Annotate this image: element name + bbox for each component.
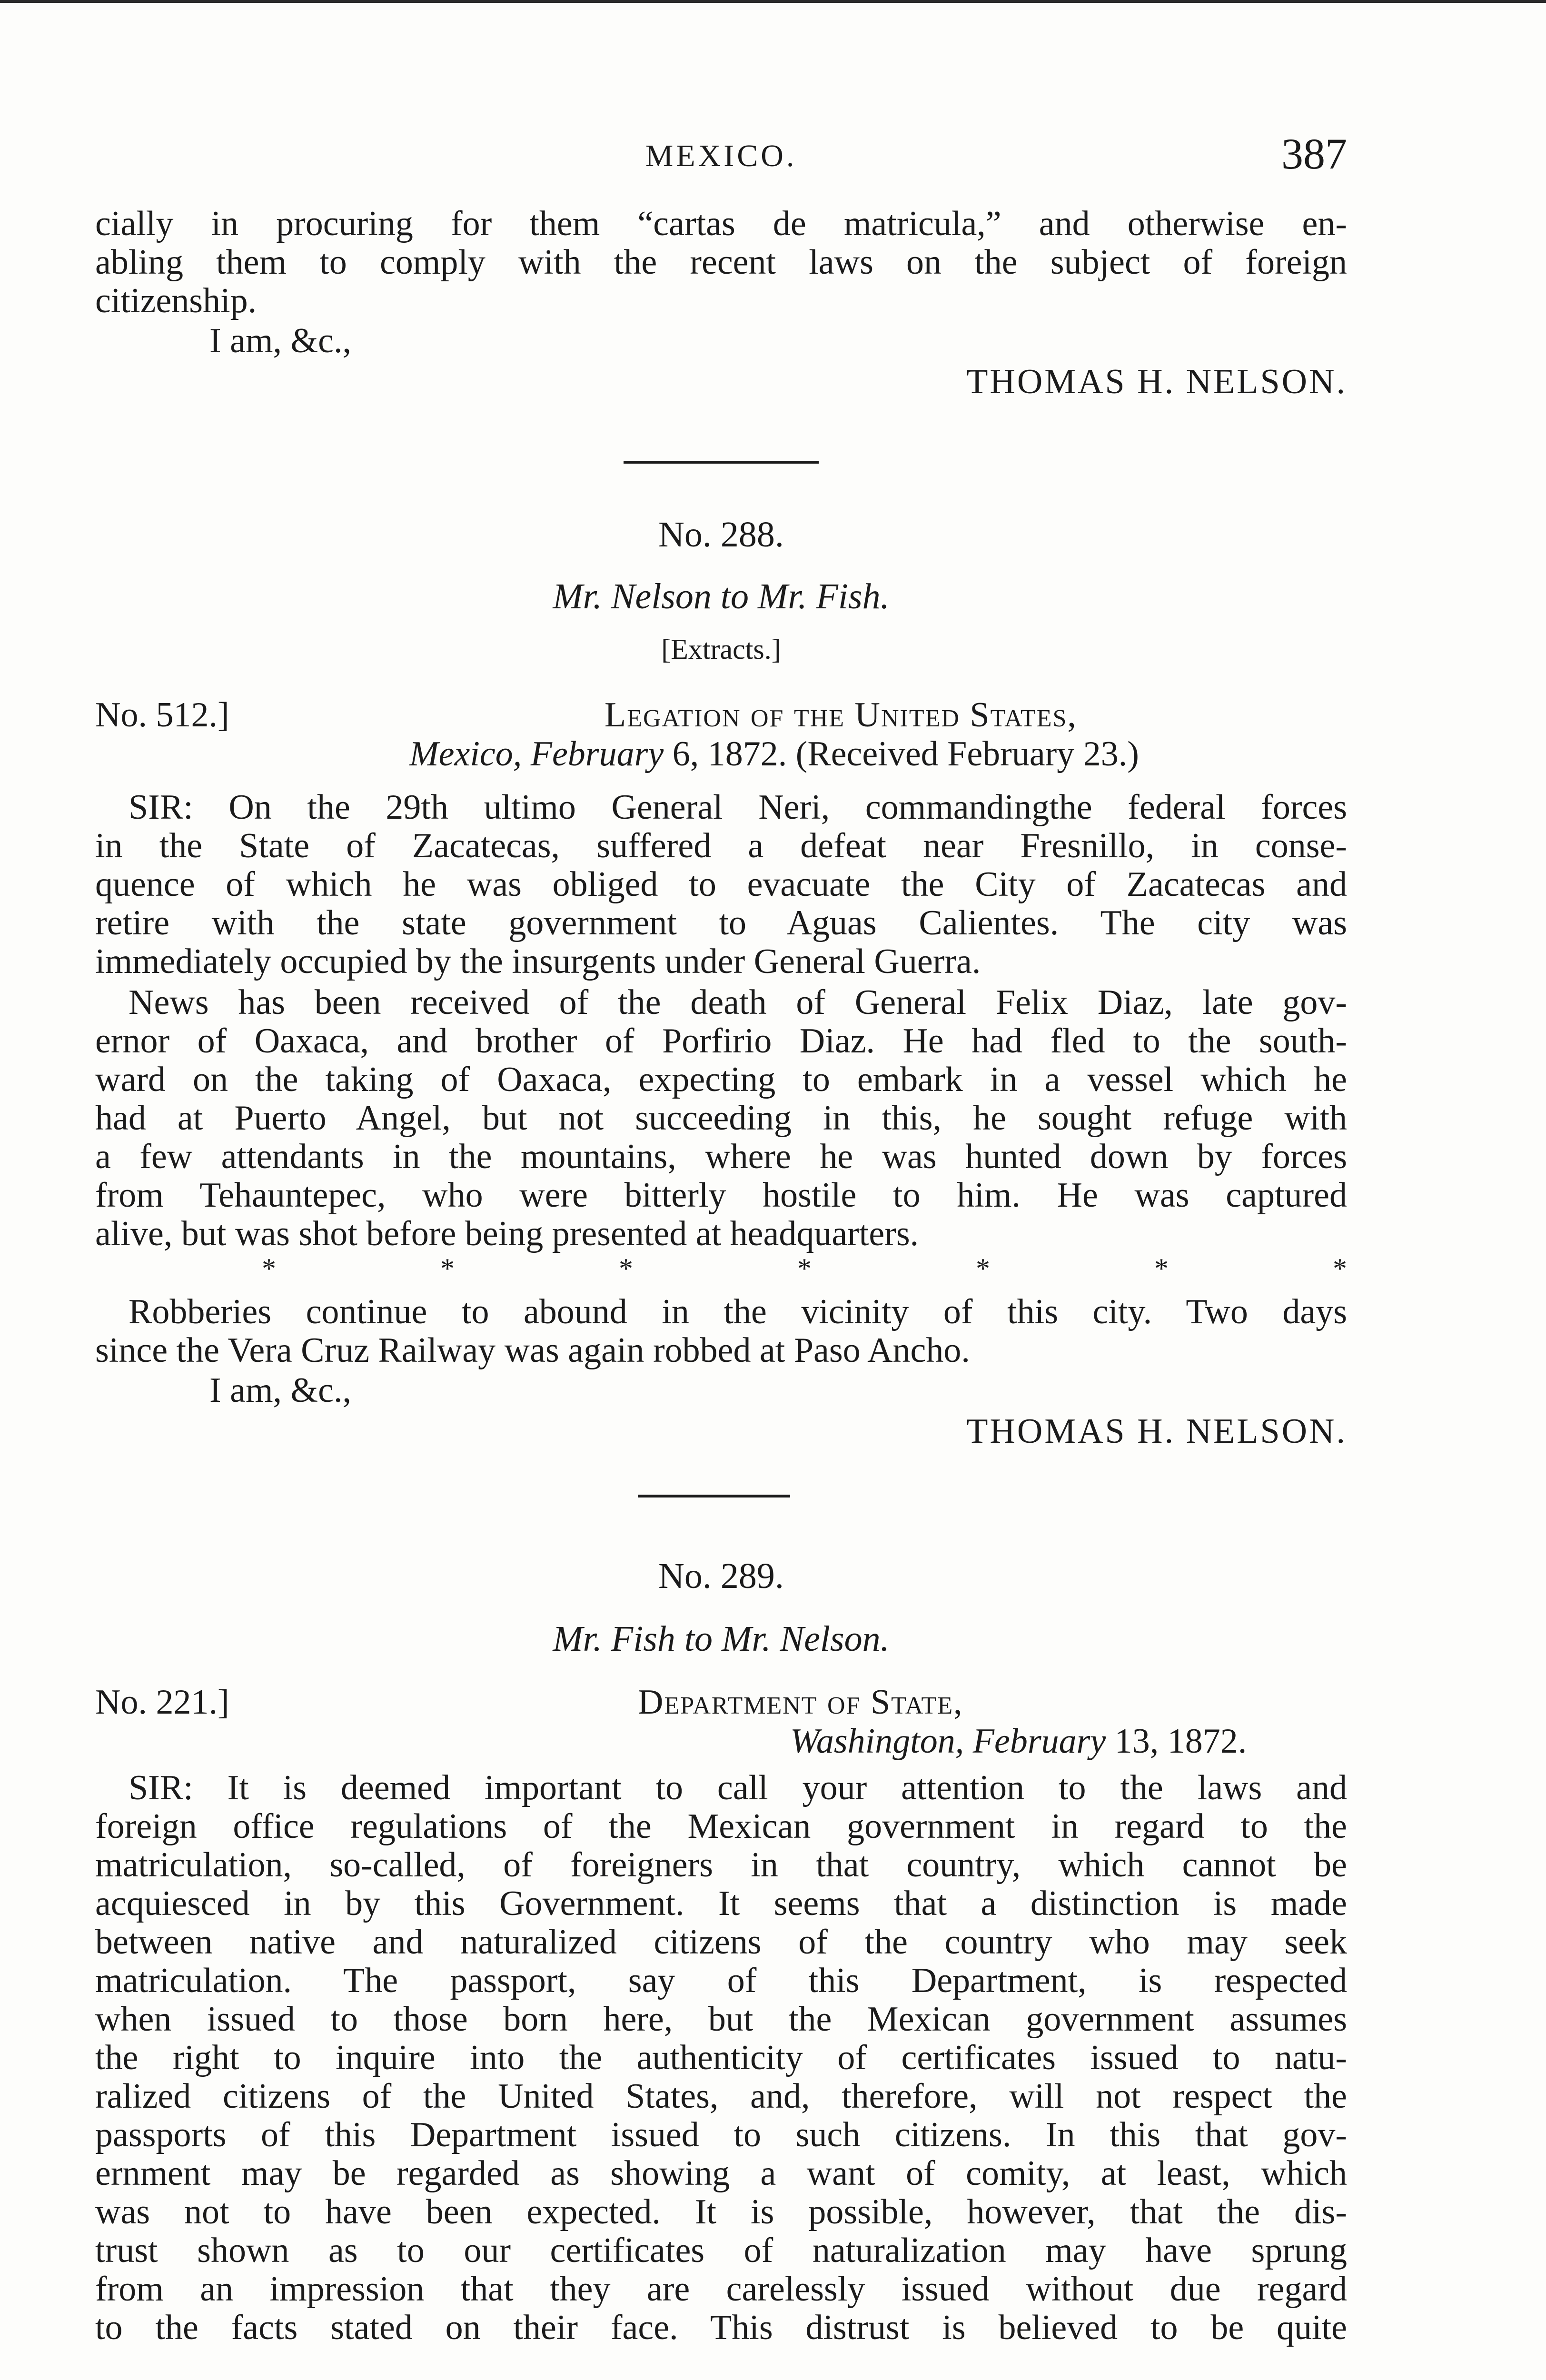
signature: THOMAS H. NELSON. — [966, 362, 1347, 401]
star: * — [976, 1253, 990, 1284]
dispatch-number: No. 512.] — [95, 695, 229, 734]
text-line: ernment may be regarded as showing a want of comity, at least, which — [95, 2154, 1347, 2193]
text-line: the right to inquire into the authenticity of certificates issued to natu- — [95, 2038, 1347, 2077]
running-title: MEXICO. — [645, 139, 797, 173]
text-line: SIR: On the 29th ultimo General Neri, commandingthe federal forces — [129, 788, 1347, 827]
text-line: passports of this Department issued to such citizens. In this that gov- — [95, 2115, 1347, 2154]
signature: THOMAS H. NELSON. — [966, 1412, 1347, 1451]
text-line: ernor of Oaxaca, and brother of Porfirio Diaz. He had fled to the south- — [95, 1021, 1347, 1061]
continuation-paragraph — [95, 205, 1347, 402]
sender-office: Department of State, — [638, 1683, 963, 1722]
correspondents: Mr. Nelson to Mr. Fish. — [553, 576, 890, 616]
date-place: Mexico, February — [409, 734, 664, 774]
document-number: No. 289. — [658, 1556, 784, 1596]
text-line: trust shown as to our certificates of naturalization may have sprung — [95, 2231, 1347, 2270]
text-line: to the facts stated on their face. This distrust is believed to be quite — [95, 2308, 1347, 2347]
running-head — [95, 129, 1347, 181]
star: * — [1154, 1253, 1169, 1284]
text-line: ralized citizens of the United States, and, therefore, will not respect the — [95, 2077, 1347, 2116]
dispatch-number: No. 221.] — [95, 1683, 229, 1722]
text-line: foreign office regulations of the Mexican government in regard to the — [95, 1807, 1347, 1846]
extracts-note: [Extracts.] — [661, 634, 781, 665]
text-line: from an impression that they are carelessly issued without due regard — [95, 2270, 1347, 2309]
body-paragraph-3 — [95, 1293, 1347, 1452]
section-divider — [624, 461, 819, 464]
text-line: matriculation. The passport, say of this Department, is respected — [95, 1961, 1347, 2000]
closing: I am, &c., — [209, 1371, 351, 1410]
body-paragraph-2 — [95, 983, 1347, 1253]
correspondents: Mr. Fish to Mr. Nelson. — [553, 1619, 890, 1659]
body-paragraph-4 — [95, 1769, 1347, 2347]
date-line — [409, 734, 1139, 774]
text-line: abling them to comply with the recent laws on the subject of foreign — [95, 243, 1347, 282]
text-line: quence of which he was obliged to evacuate the City of Zacatecas and — [95, 865, 1347, 904]
star: * — [1333, 1253, 1347, 1284]
closing: I am, &c., — [209, 321, 351, 360]
star: * — [619, 1253, 633, 1284]
body-paragraph-1 — [95, 788, 1347, 981]
top-border — [0, 0, 1546, 3]
text-line: in the State of Zacatecas, suffered a defeat near Fresnillo, in conse- — [95, 826, 1347, 865]
text-line: ward on the taking of Oaxaca, expecting to embark in a vessel which he — [95, 1060, 1347, 1099]
text-line: Robberies continue to abound in the vicinity of this city. Two days — [129, 1292, 1347, 1331]
text-line: between native and naturalized citizens of the country who may seek — [95, 1923, 1347, 1962]
star: * — [440, 1253, 455, 1284]
text-line: acquiesced in by this Government. It seems that a distinction is made — [95, 1884, 1347, 1923]
text-line: was not to have been expected. It is possible, however, that the dis- — [95, 2192, 1347, 2231]
text-line: SIR: It is deemed important to call your attention to the laws and — [129, 1768, 1347, 1807]
text-line: News has been received of the death of General Felix Diaz, late gov- — [129, 983, 1347, 1022]
omission-stars — [95, 1253, 1347, 1284]
section-divider — [638, 1495, 790, 1497]
star: * — [262, 1253, 276, 1284]
dateline — [95, 1682, 1347, 1773]
star: * — [797, 1253, 812, 1284]
text-line: had at Puerto Angel, but not succeeding in this, he sought refuge with — [95, 1099, 1347, 1138]
text-line: since the Vera Cruz Railway was again robbed at Paso Ancho. — [95, 1331, 970, 1370]
sender-office: Legation of the United States, — [605, 695, 1077, 734]
text-line: cially in procuring for them “cartas de matricula,” and otherwise en- — [95, 204, 1347, 243]
text-line: immediately occupied by the insurgents under General Guerra. — [95, 942, 981, 981]
date-rest: 13, 1872. — [1106, 1722, 1247, 1761]
date-rest: 6, 1872. (Received February 23.) — [664, 734, 1139, 774]
text-line: when issued to those born here, but the Mexican government assumes — [95, 2000, 1347, 2039]
date-line — [790, 1721, 1247, 1762]
page-number: 387 — [1281, 129, 1347, 178]
text-line: a few attendants in the mountains, where he was hunted down by forces — [95, 1137, 1347, 1176]
text-line: from Tehauntepec, who were bitterly hostile to him. He was captured — [95, 1176, 1347, 1215]
dateline — [95, 695, 1347, 785]
text-line: matriculation, so-called, of foreigners in that country, which cannot be — [95, 1845, 1347, 1884]
text-line: alive, but was shot before being presented at headquarters. — [95, 1214, 919, 1253]
date-place: Washington, February — [790, 1722, 1106, 1761]
text-line: retire with the state government to Aguas Calientes. The city was — [95, 903, 1347, 942]
text-line: citizenship. — [95, 281, 257, 320]
document-number: No. 288. — [658, 515, 784, 555]
